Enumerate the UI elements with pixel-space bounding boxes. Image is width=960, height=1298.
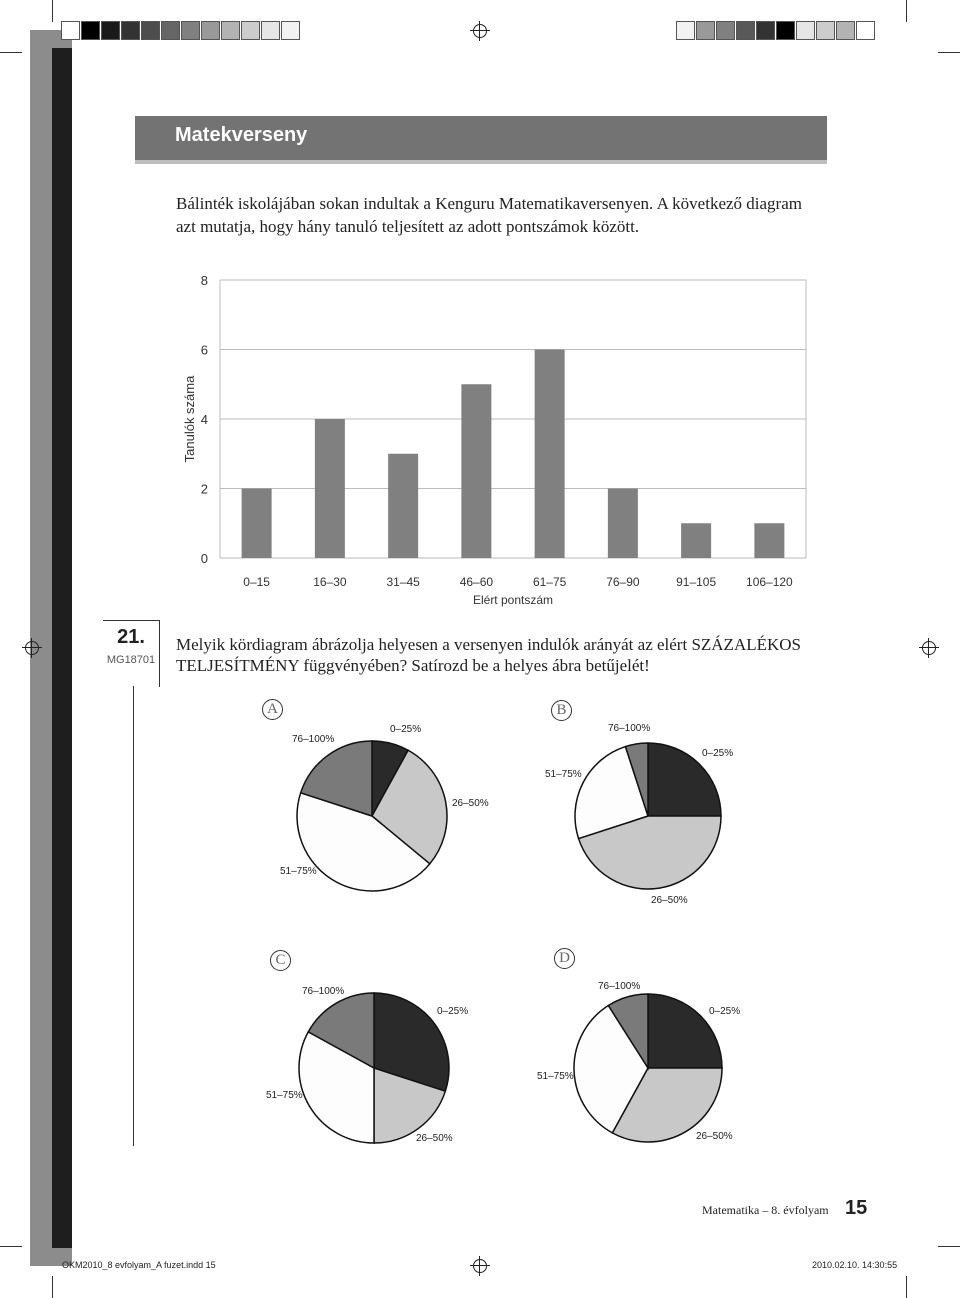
x-tick-label: 76–90: [606, 575, 640, 589]
page-spine-inner: [52, 48, 72, 1248]
question-divider: [133, 686, 134, 946]
bar: [535, 350, 565, 559]
question-code: MG18701: [106, 654, 156, 666]
y-tick-label: 8: [200, 273, 208, 288]
color-swatch: [776, 21, 795, 40]
bar: [754, 523, 784, 558]
crop-mark: [52, 0, 53, 22]
question-text: Melyik kördiagram ábrázolja helyesen a versenyen indulók arányát az elért SZÁZALÉKOS TELJESÍTMÉNY függvényében? Satírozd be a helyes ábra betűjelét!: [176, 635, 801, 675]
color-swatch: [201, 21, 220, 40]
crop-mark: [906, 1276, 907, 1298]
x-tick-label: 106–120: [746, 575, 793, 589]
y-tick-label: 6: [200, 342, 208, 358]
color-swatch: [836, 21, 855, 40]
color-swatch: [121, 21, 140, 40]
pie-slice-label: 0–25%: [702, 748, 734, 759]
registration-mark-icon: [922, 641, 936, 655]
x-tick-label: 31–45: [386, 575, 420, 589]
color-swatch: [856, 21, 875, 40]
pie-chart: [573, 741, 723, 891]
page-number: 15: [845, 1197, 868, 1219]
pie-slice-label: 0–25%: [709, 1006, 741, 1017]
registration-mark-icon: [473, 1259, 487, 1273]
pie-slice-label: 26–50%: [452, 798, 489, 809]
pie-slice-label: 51–75%: [280, 866, 317, 877]
color-swatch: [221, 21, 240, 40]
color-swatch: [736, 21, 755, 40]
registration-mark-icon: [473, 24, 487, 38]
slug-filename: OKM2010_8 evfolyam_A fuzet.indd 15: [62, 1260, 216, 1270]
section-title: Matekverseny: [175, 124, 308, 146]
color-swatch: [261, 21, 280, 40]
pie-slice-label: 76–100%: [608, 723, 651, 734]
pie-slice-label: 51–75%: [545, 769, 582, 780]
y-tick-label: 0: [200, 551, 208, 566]
bar: [315, 419, 345, 558]
pie-slice-label: 26–50%: [696, 1131, 733, 1142]
color-swatch: [816, 21, 835, 40]
color-swatch: [241, 21, 260, 40]
pie-slice-label: 76–100%: [598, 981, 641, 992]
crop-mark: [52, 1276, 53, 1298]
pie-chart: [295, 739, 449, 893]
footer-subject: Matematika – 8. évfolyam: [702, 1203, 829, 1217]
crop-mark: [938, 1246, 960, 1247]
intro-text: Bálinték iskolájában sokan indultak a Kenguru Matematikaversenyen. A következő diagram azt mutatja, hogy hány tanuló teljesített az adott pontszámok között.: [176, 194, 802, 236]
pie-slice-label: 76–100%: [302, 986, 345, 997]
color-swatch: [281, 21, 300, 40]
x-tick-label: 61–75: [532, 575, 567, 589]
pie-slice-label: 51–75%: [266, 1090, 303, 1101]
color-swatch: [676, 21, 695, 40]
color-swatch: [161, 21, 180, 40]
y-axis-label: Tanulók száma: [182, 375, 197, 463]
crop-mark: [906, 0, 907, 22]
bar: [608, 489, 638, 559]
pie-slice-label: 0–25%: [390, 724, 422, 735]
color-swatch: [61, 21, 80, 40]
x-axis-label: Elért pontszám: [472, 593, 554, 607]
color-swatch: [756, 21, 775, 40]
question-divider: [133, 920, 134, 1146]
y-tick-label: 4: [200, 412, 208, 427]
bar: [461, 384, 491, 558]
pie-slice-label: 26–50%: [651, 895, 688, 906]
color-swatch: [81, 21, 100, 40]
color-swatch: [716, 21, 735, 40]
section-header: [135, 116, 827, 164]
crop-mark: [0, 52, 22, 53]
color-swatch: [181, 21, 200, 40]
bar: [681, 523, 711, 558]
option-letter[interactable]: B: [551, 700, 572, 721]
bar-chart: [170, 262, 820, 612]
y-tick-label: 2: [200, 481, 208, 497]
x-tick-label: 91–105: [676, 575, 717, 589]
registration-mark-icon: [25, 641, 39, 655]
slug-timestamp: 2010.02.10. 14:30:55: [812, 1260, 898, 1270]
pie-slice-label: 0–25%: [437, 1006, 469, 1017]
color-swatch: [696, 21, 715, 40]
color-swatch: [141, 21, 160, 40]
bar: [242, 489, 272, 559]
pie-chart: [572, 992, 724, 1144]
pie-chart: [297, 991, 451, 1145]
crop-mark: [0, 1246, 22, 1247]
color-swatch: [101, 21, 120, 40]
option-letter[interactable]: C: [270, 950, 291, 971]
question-number: 21.: [117, 626, 145, 648]
option-letter[interactable]: D: [554, 948, 575, 969]
pie-slice-label: 26–50%: [416, 1133, 453, 1144]
x-tick-label: 0–15: [243, 575, 270, 589]
bar: [388, 454, 418, 558]
x-tick-label: 16–30: [313, 575, 347, 589]
pie-slice-label: 51–75%: [537, 1071, 574, 1082]
color-swatch: [796, 21, 815, 40]
pie-slice-label: 76–100%: [292, 734, 335, 745]
x-tick-label: 46–60: [459, 575, 494, 589]
option-letter[interactable]: A: [262, 699, 283, 720]
crop-mark: [938, 52, 960, 53]
